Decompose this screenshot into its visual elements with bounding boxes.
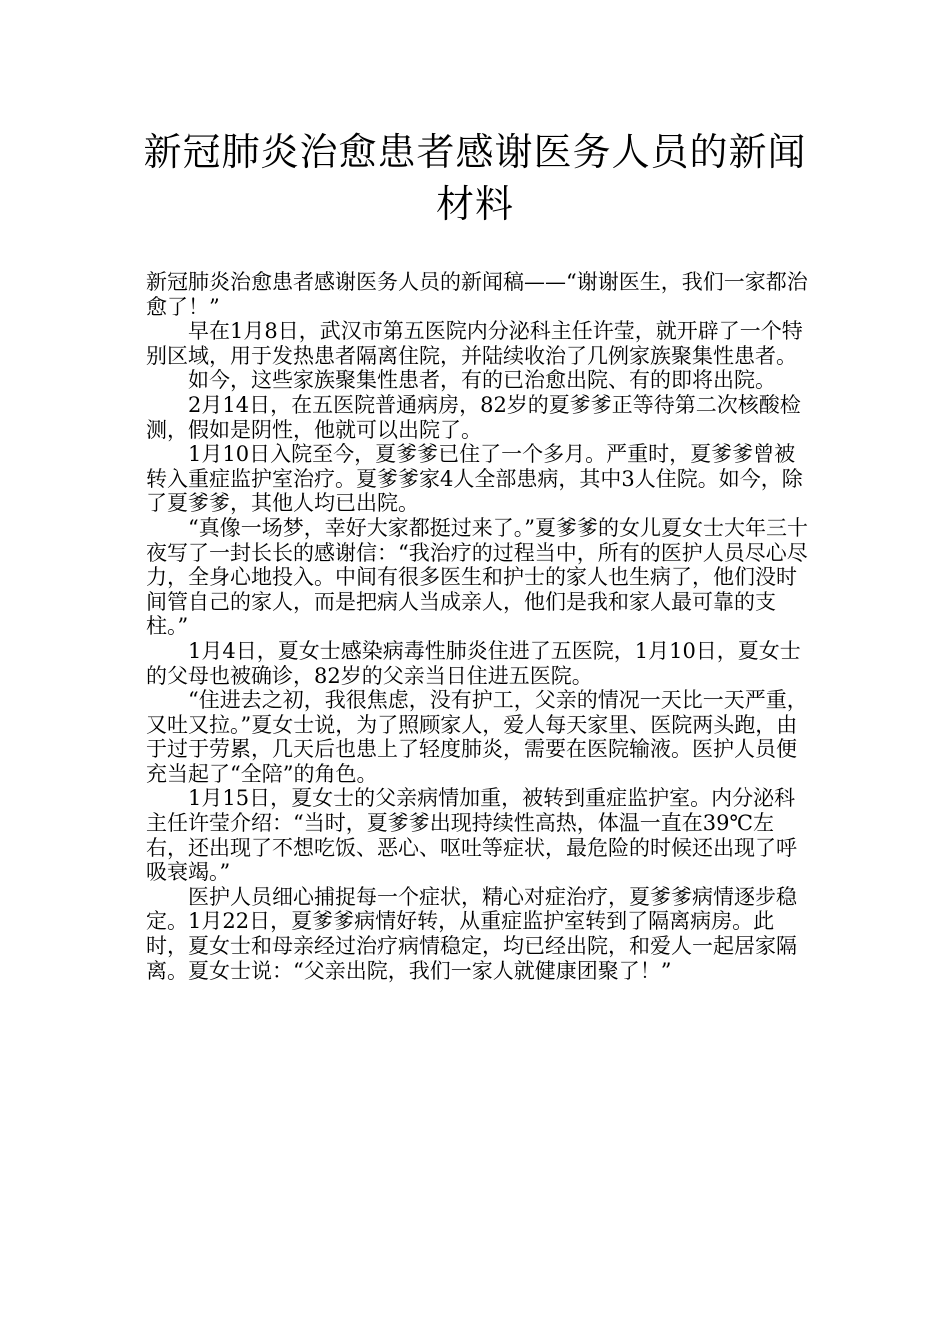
- document-title: [120, 126, 830, 230]
- document-body: [146, 270, 812, 983]
- paragraph-2: 早在1月8日，武汉市第五医院内分泌科主任许莹，就开辟了一个特别区域，用于发热患者隔离住院，并陆续收治了几例家族聚集性患者。: [146, 319, 803, 368]
- paragraph-1: 新冠肺炎治愈患者感谢医务人员的新闻稿——“谢谢医生，我们一家都治愈了！”: [146, 270, 808, 319]
- paragraph-5: 1月10日入院至今，夏爹爹已住了一个多月。严重时，夏爹爹曾被转入重症监护室治疗。夏爹爹家4人全部患病，其中3人住院。如今，除了夏爹爹，其他人均已出院。: [146, 442, 803, 516]
- paragraph-8: “住进去之初，我很焦虑，没有护工，父亲的情况一天比一天严重，又吐又拉。”夏女士说，为了照顾家人，爱人每天家里、医院两头跑，由于过于劳累，几天后也患上了轻度肺炎，需要在医院输液。医护人员便充当起了“全陪”的角色。: [146, 688, 808, 786]
- paragraph-3: 如今，这些家族聚集性患者，有的已治愈出院、有的即将出院。: [188, 368, 776, 393]
- document-title-line-2: 材料: [435, 182, 514, 226]
- paragraph-4: 2月14日，在五医院普通病房，82岁的夏爹爹正等待第二次核酸检测，假如是阴性，他就可以出院了。: [146, 392, 801, 442]
- paragraph-10: 医护人员细心捕捉每一个症状，精心对症治疗，夏爹爹病情逐步稳定。1月22日，夏爹爹病情好转，从重症监护室转到了隔离病房。此时，夏女士和母亲经过治疗病情稳定，均已经出院，和爱人一起居家隔离。夏女士说：“父亲出院，我们一家人就健康团聚了！”: [146, 884, 797, 983]
- paragraph-7: 1月4日，夏女士感染病毒性肺炎住进了五医院，1月10日，夏女士的父母也被确诊，82岁的父亲当日住进五医院。: [146, 638, 801, 688]
- paragraph-6: “真像一场梦，幸好大家都挺过来了。”夏爹爹的女儿夏女士大年三十夜写了一封长长的感谢信：“我治疗的过程当中，所有的医护人员尽心尽力，全身心地投入。中间有很多医生和护士的家人也生病了，他们没时间管自己的家人，而是把病人当成亲人，他们是我和家人最可靠的支柱。”: [146, 515, 808, 639]
- paragraph-9: 1月15日，夏女士的父亲病情加重，被转到重症监护室。内分泌科主任许莹介绍：“当时，夏爹爹出现持续性高热，体温一直在39℃左右，还出现了不想吃饭、恶心、呕吐等症状，最危险的时候还出现了呼吸衰竭。”: [146, 786, 797, 885]
- document-title-line-1: 新冠肺炎治愈患者感谢医务人员的新闻: [143, 130, 807, 174]
